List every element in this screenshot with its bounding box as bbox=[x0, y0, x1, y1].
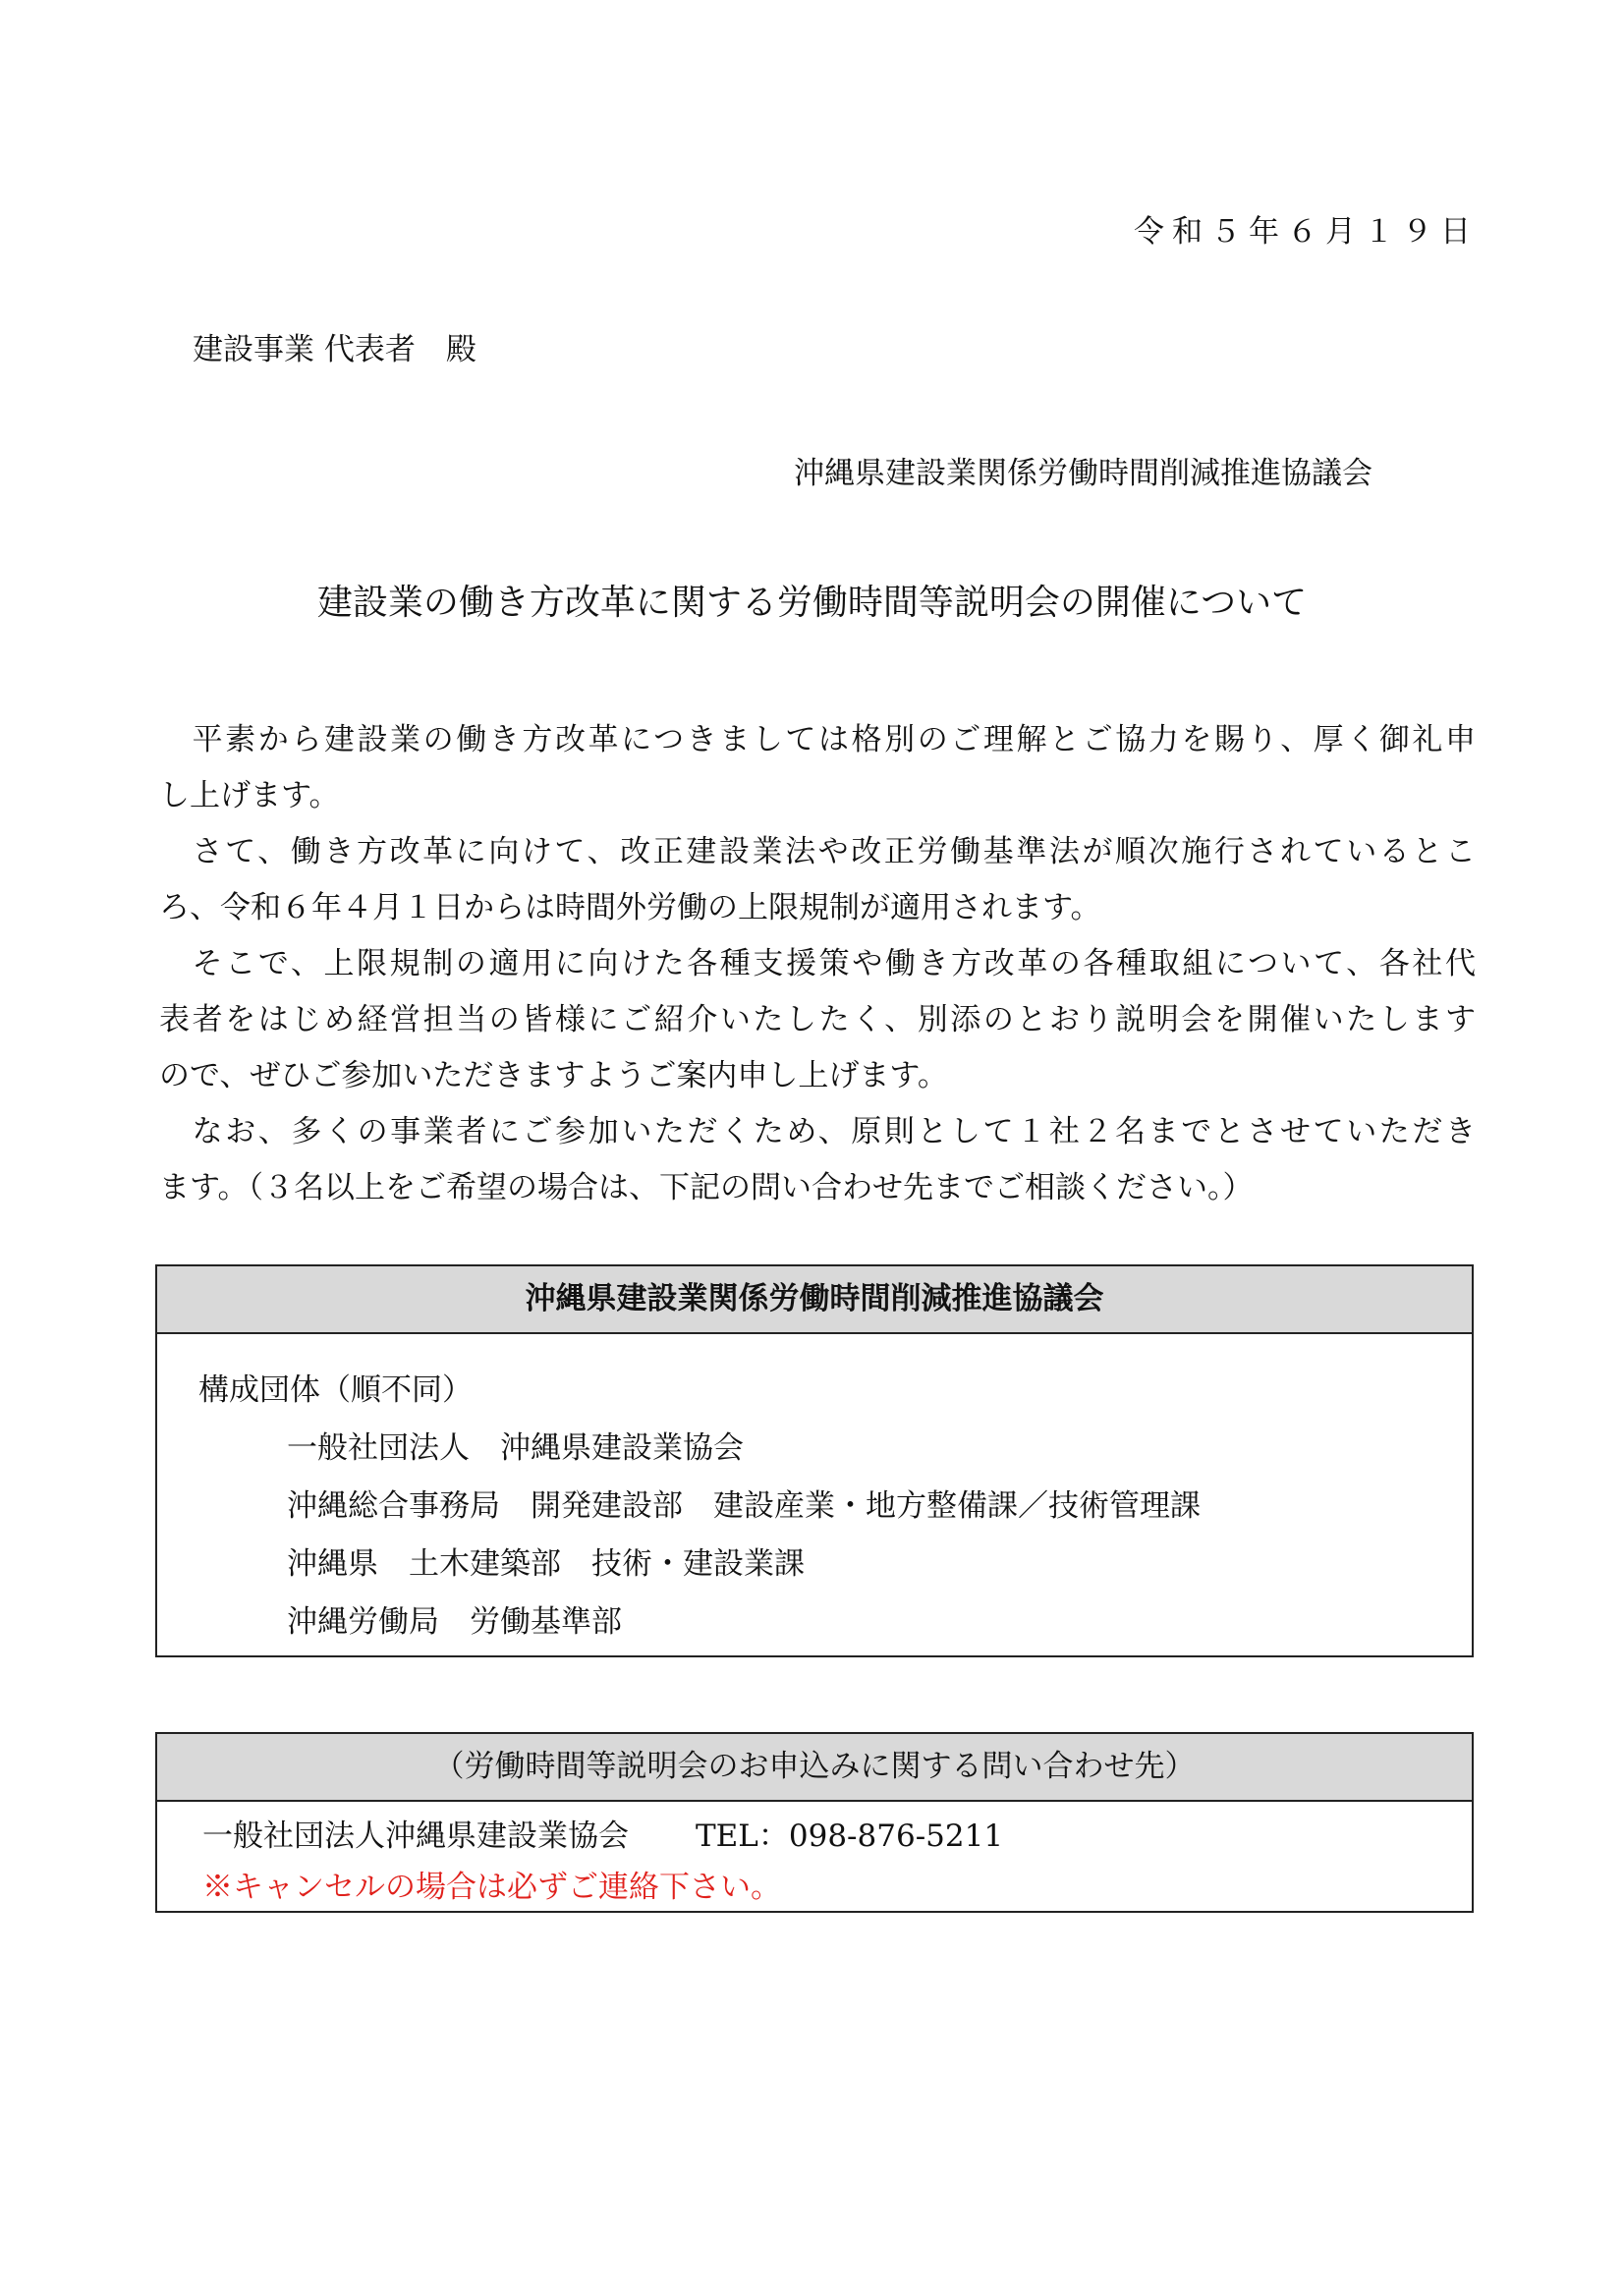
body-line: 表者をはじめ経営担当の皆様にご紹介いたしたく、別添のとおり説明会を開催いたします bbox=[159, 1002, 1476, 1037]
cancel-notice: ※キャンセルの場合は必ずご連絡下さい。 bbox=[202, 1870, 781, 1905]
body-line: なお、多くの事業者にご参加いただくため、原則として１社２名までとさせていただき bbox=[159, 1114, 1476, 1149]
body-line: し上げます。 bbox=[159, 778, 340, 813]
sender-organization: 沖縄県建設業関係労働時間削減推進協議会 bbox=[794, 456, 1372, 491]
document-date: 令和５年６月１９日 bbox=[1134, 214, 1479, 250]
body-line: さて、働き方改革に向けて、改正建設業法や改正労働基準法が順次施行されているとこ bbox=[159, 834, 1476, 869]
body-line: 平素から建設業の働き方改革につきましては格別のご理解とご協力を賜り、厚く御礼申 bbox=[159, 722, 1476, 757]
contact-box-heading: （労働時間等説明会のお申込みに関する問い合わせ先） bbox=[157, 1734, 1472, 1802]
contact-organization: 一般社団法人沖縄県建設業協会 bbox=[202, 1818, 629, 1854]
contact-box bbox=[155, 1732, 1474, 1913]
document-title: 建設業の働き方改革に関する労働時間等説明会の開催について bbox=[316, 583, 1308, 623]
addressee: 建設事業 代表者 殿 bbox=[193, 332, 476, 367]
body-line: ろ、令和６年４月１日からは時間外労働の上限規制が適用されます。 bbox=[159, 890, 1101, 925]
member-item: 沖縄県 土木建築部 技術・建設業課 bbox=[287, 1546, 805, 1582]
member-item: 沖縄総合事務局 開発建設部 建設産業・地方整備課／技術管理課 bbox=[287, 1488, 1201, 1524]
council-box bbox=[155, 1264, 1474, 1657]
contact-phone: TEL：098-876-5211 bbox=[696, 1818, 1004, 1854]
contact-line bbox=[202, 1811, 1003, 1855]
body-line: そこで、上限規制の適用に向けた各種支援策や働き方改革の各種取組について、各社代 bbox=[159, 946, 1476, 981]
members-label: 構成団体（順不同） bbox=[198, 1372, 473, 1408]
member-item: 沖縄労働局 労働基準部 bbox=[287, 1604, 622, 1640]
body-line: ので、ぜひご参加いただきますようご案内申し上げます。 bbox=[159, 1058, 948, 1093]
council-box-heading: 沖縄県建設業関係労働時間削減推進協議会 bbox=[157, 1266, 1472, 1334]
body-line: ます。（３名以上をご希望の場合は、下記の問い合わせ先までご相談ください。） bbox=[159, 1170, 1254, 1205]
member-item: 一般社団法人 沖縄県建設業協会 bbox=[287, 1430, 744, 1466]
